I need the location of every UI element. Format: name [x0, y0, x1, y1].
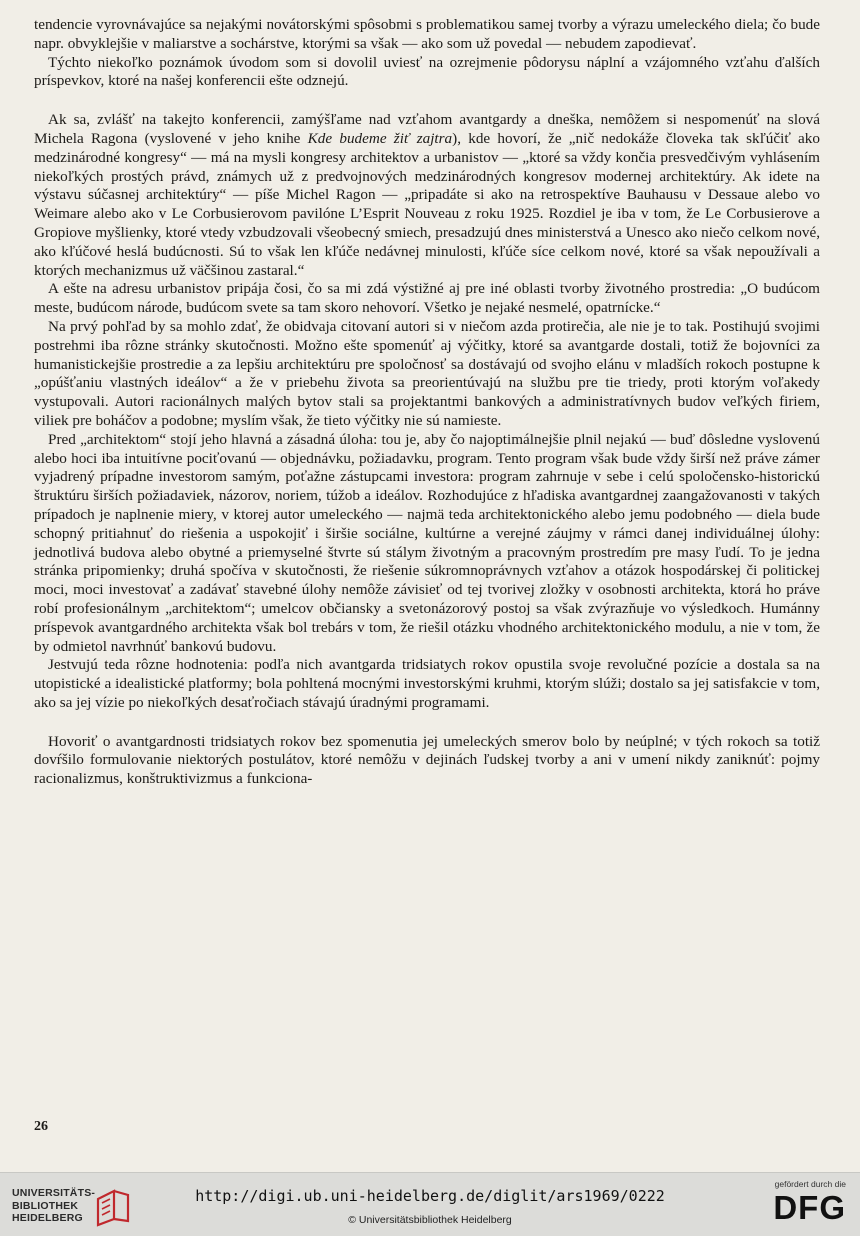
paragraph: A ešte na adresu urbanistov pripája čosi, čo sa mi zdá výstižné aj pre iné oblasti tvorby životného prostredia: „O budúcom meste, budúcom národe, budúcom svete sa tam skoro nehovorí. Všetko je nejaké nesmelé, opatrnícke.“: [34, 280, 820, 317]
paragraph: Hovoriť o avantgardnosti tridsiatych rokov bez spomenutia jej umeleckých smerov bolo by neúplné; v tých rokoch sa totiž dovŕšilo formulovanie niektorých postulátov, ktoré nemôžu v dejinách ľudskej tvorby a ani v umení nikdy zaniknúť: pojmy racionalizmus, konštruktivizmus a funkciona-: [34, 732, 820, 788]
dfg-wordmark: DFG: [773, 1189, 846, 1226]
permalink-url[interactable]: http://digi.ub.uni-heidelberg.de/diglit/ars1969/0222: [195, 1187, 665, 1205]
library-name: UNIVERSITÄTS- BIBLIOTHEK HEIDELBERG: [12, 1187, 96, 1224]
paragraph: Týchto niekoľko poznámok úvodom som si dovolil uviesť na ozrejmenie pôdorysu náplní a vzájomného vzťahu ďalších príspevkov, ktoré na našej konferencii ešte odznejú.: [34, 53, 820, 90]
page-number: 26: [34, 1119, 48, 1134]
paragraph: Na prvý pohľad by sa mohlo zdať, že obidvaja citovaní autori si v niečom azda protirečia, ale nie je to tak. Postihujú svojimi postrehmi iba rôzne stránky skutočnosti. Možno ešte spomenúť aj výčitky, ktoré sa avantgarde dostali, totiž že bojovníci za humanistickejšie prostredie a za lepšiu architektúru pre spoločnosť sa dostávajú od svojho elánu v mladších rokoch postupne k „opúšťaniu vlastných ideálov“ a že v priebehu života sa preorientúvajú na službu pre tie triedy, proti ktorým voľakedy vystupovali. Autori racionálnych malých bytov stali sa projektantmi bankových a administratívnych budov veľkých firiem, viliek pre boháčov a podobne; myslím však, že tieto výčitky nie sú namieste.: [34, 317, 820, 429]
copyright-text: © Universitätsbibliothek Heidelberg: [348, 1214, 512, 1226]
paragraph: Jestvujú teda rôzne hodnotenia: podľa nich avantgarda tridsiatych rokov opustila svoje revolučné pozície a dostala sa na utopistické a idealistické platformy; bola pohltená mocnými investorskými kruhmi, ktorým slúži; dostalo sa jej satisfakcie v tom, ako sa jej vízie po niekoľkých desaťročiach stávajú úradnými programami.: [34, 656, 820, 711]
body-text: [34, 16, 820, 789]
paragraph-text: ), kde hovorí, že „nič nedokáže človeka tak skľúčiť ako medzinárodné kongresy“ — má na mysli kongresy architektov a urbanistov — „ktoré sa vždy končia presvedčivým vyhlásením niekoľkých prostých právd, známych už z predvojnových medzinárodných kongresov modernej architektúry. Ak idete na výstavu súčasnej architektúry“ — píše Michel Ragon — „pripadáte si ako na retrospektíve Bauhausu v Dessaue alebo vo Weimare alebo ako v Le Corbusierovom pavilóne L’Esprit Nouveau z roku 1925. Rozdiel je iba v tom, že Le Corbusierove a Gropiove myšlienky, ktoré vtedy vzbudzovali všeobecný smiech, presadzujú dnes ministerstvá a Unesco ako niečo celkom nové, ako kľúčové heslá budúcnosti. Sú to však len kľúče nedávnej minulosti, kľúče síce celkom nové, ktoré sa však nepoužívali a ktorých mechanizmus už väčšinou zastaral.“: [34, 129, 820, 279]
funded-by-text: gefördert durch die: [774, 1179, 846, 1189]
book-title: Kde budeme žiť zajtra: [307, 129, 453, 147]
dfg-logo[interactable]: [754, 1179, 846, 1225]
paragraph: Pred „architektom“ stojí jeho hlavná a zásadná úloha: tou je, aby čo najoptimálnejšie plnil nejakú — buď dôsledne vyslovenú alebo hoci iba intuitívne pociťovanú — objednávku, požiadavku, program. Tento program však bude vždy širší než práve zámer vyjadrený prípadne investorom samým, poťažne zástupcami investora: program zahrnuje v sebe i celú spoločensko-historickú štruktúru širších požiadaviek, názorov, noriem, túžob a ideálov. Rozhodujúce z hľadiska avantgardnej zaangažovanosti v takých prípadoch je naplnenie miery, v ktorej autor umeleckého — najmä teda architektonického alebo jemu podobného — diela bude schopný pritiahnuť do riešenia a uspokojiť i širšie sociálne, kultúrne a verejné záujmy v rámci danej individuálnej úlohy: jednotlivá budova alebo obytné a priemyselné štvrte sú stálym životným a pracovným prostredím pre masy ľudí. To je jedna stránka pripomienky; druhá spočíva v skutočnosti, že riešenie súkromnoprávnych vzťahov a otázok hospodárskej či politickej moci, moci investovať a zadávať stavebné úlohy nemôže závisieť od tej tvorivej zložky v osobnosti architekta, ktorá ho práve robí profesionálnym „architektom“; umelcov občiansky a svetonázorový postoj sa však zvýrazňuje vo výsledkoch. Humánny príspevok avantgardného architekta však bol trebárs v tom, že riešil otázku vhodného architektonického modulu, a nie v tom, že by odmietol navrhnúť bankovú budovu.: [34, 430, 820, 655]
viewer-footer: [0, 1172, 860, 1236]
paragraph: [34, 111, 820, 280]
paragraph: tendencie vyrovnávajúce sa nejakými novátorskými spôsobmi s problematikou samej tvorby a výrazu umeleckého diela; čo bude napr. obvyklejšie v maliarstve a sochárstve, ktorými sa však — ako som už povedal — nebudem zapodievať.: [34, 16, 820, 52]
paragraph-text: Ak sa, zvlášť na takejto konferencii, zamýšľame nad vzťahom avantgardy a dneška, nemôžem si nespomenúť na slová Michela Ragona (vyslovené v jeho knihe: [34, 111, 820, 147]
